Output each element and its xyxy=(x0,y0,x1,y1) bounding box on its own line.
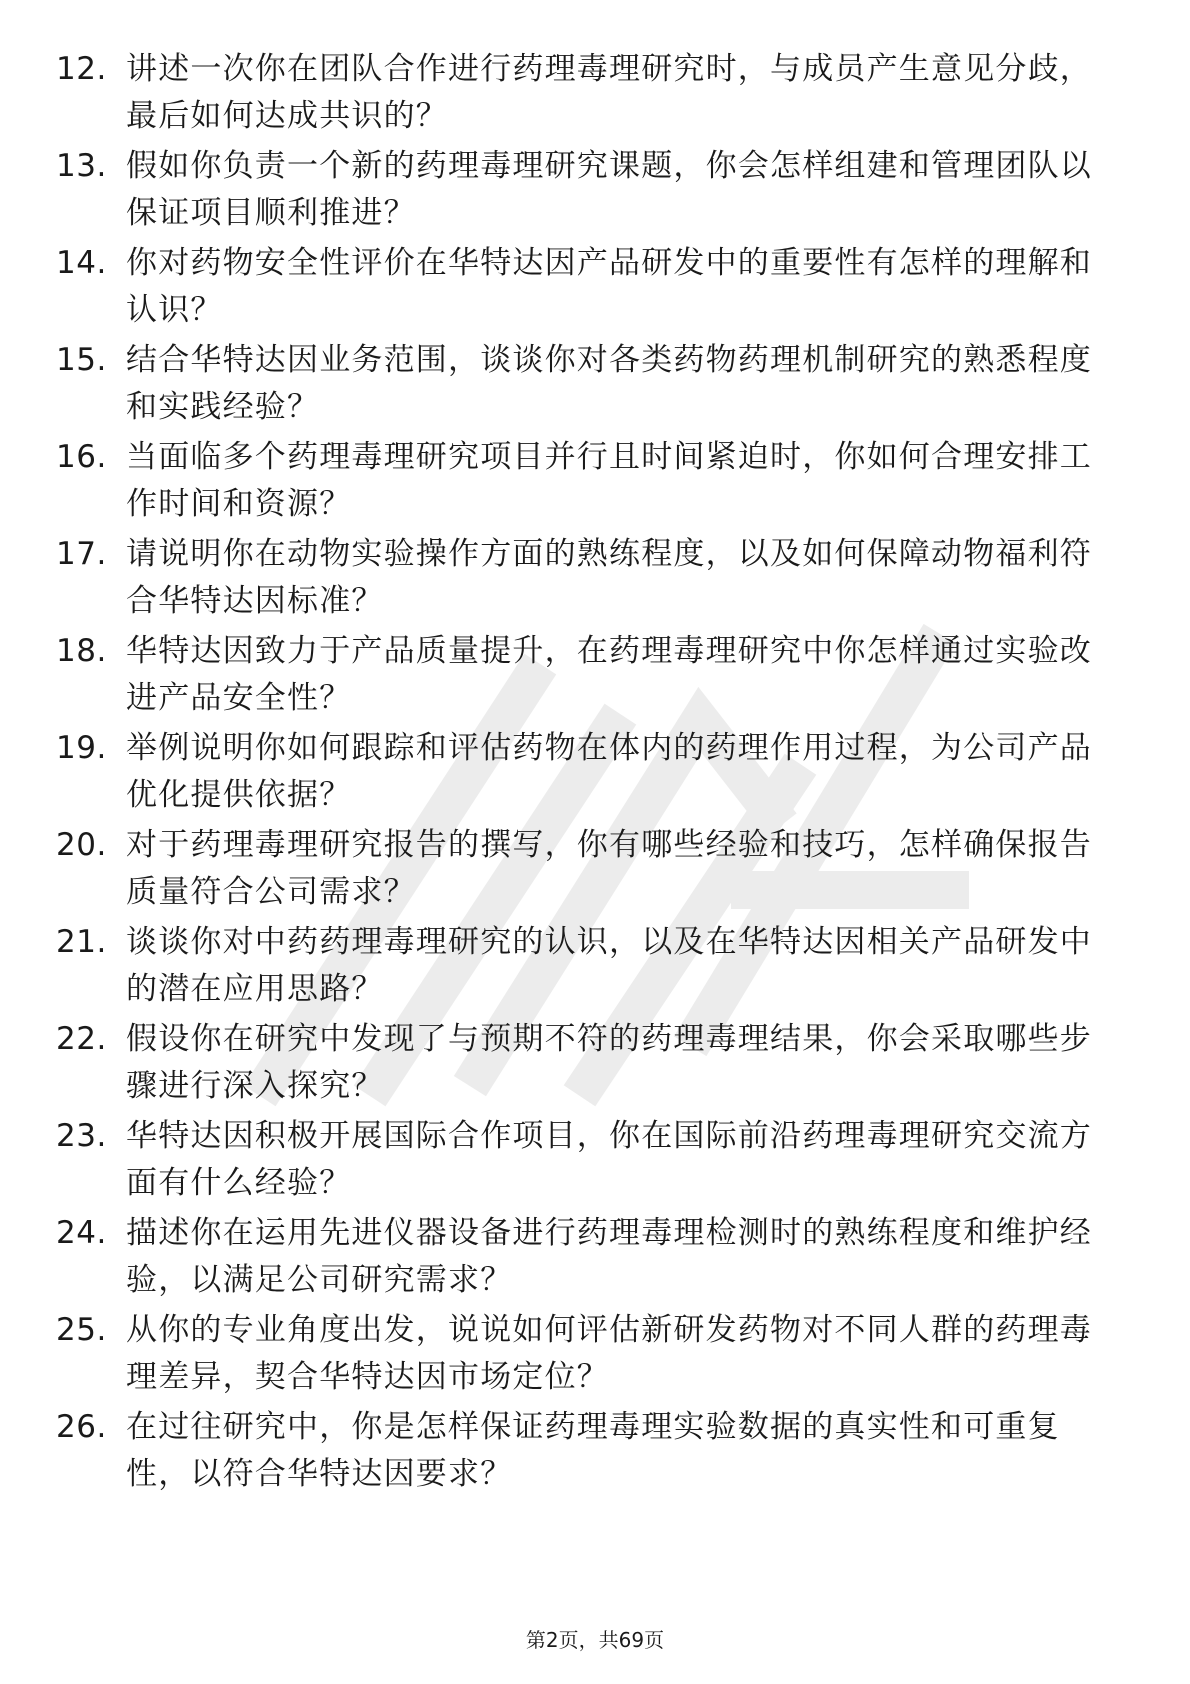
question-number: 20. xyxy=(56,827,107,863)
question-text: 谈谈你对中药药理毒理研究的认识，以及在华特达因相关产品研发中的潜在应用思路？ xyxy=(126,924,1092,1007)
question-text: 举例说明你如何跟踪和评估药物在体内的药理作用过程，为公司产品优化提供依据？ xyxy=(126,730,1092,813)
question-item-17 xyxy=(0,531,1190,628)
question-text: 华特达因积极开展国际合作项目，你在国际前沿药理毒理研究交流方面有什么经验？ xyxy=(126,1118,1092,1201)
question-text: 当面临多个药理毒理研究项目并行且时间紧迫时，你如何合理安排工作时间和资源？ xyxy=(126,439,1092,522)
question-number: 14. xyxy=(56,245,107,281)
question-number: 17. xyxy=(56,536,107,572)
question-text: 结合华特达因业务范围，谈谈你对各类药物药理机制研究的熟悉程度和实践经验？ xyxy=(126,342,1092,425)
question-number: 25. xyxy=(56,1312,107,1348)
question-item-24 xyxy=(0,1210,1190,1307)
question-number: 12. xyxy=(56,51,107,87)
question-number: 23. xyxy=(56,1118,107,1154)
question-text: 请说明你在动物实验操作方面的熟练程度，以及如何保障动物福利符合华特达因标准？ xyxy=(126,536,1092,619)
question-item-20 xyxy=(0,822,1190,919)
question-text: 在过往研究中，你是怎样保证药理毒理实验数据的真实性和可重复性，以符合华特达因要求？ xyxy=(126,1409,1060,1492)
question-item-18 xyxy=(0,628,1190,725)
question-text: 描述你在运用先进仪器设备进行药理毒理检测时的熟练程度和维护经验，以满足公司研究需求？ xyxy=(126,1215,1092,1298)
question-number: 15. xyxy=(56,342,107,378)
question-item-14 xyxy=(0,240,1190,337)
question-text: 从你的专业角度出发，说说如何评估新研发药物对不同人群的药理毒理差异，契合华特达因市场定位？ xyxy=(126,1312,1092,1395)
question-text: 假设你在研究中发现了与预期不符的药理毒理结果，你会采取哪些步骤进行深入探究？ xyxy=(126,1021,1092,1104)
question-item-12 xyxy=(0,46,1190,143)
question-text: 假如你负责一个新的药理毒理研究课题，你会怎样组建和管理团队以保证项目顺利推进？ xyxy=(126,148,1092,231)
question-item-16 xyxy=(0,434,1190,531)
question-list xyxy=(0,46,1190,1501)
question-number: 19. xyxy=(56,730,107,766)
question-item-15 xyxy=(0,337,1190,434)
question-number: 18. xyxy=(56,633,107,669)
question-item-26 xyxy=(0,1404,1190,1501)
question-number: 21. xyxy=(56,924,107,960)
question-item-25 xyxy=(0,1307,1190,1404)
question-text: 你对药物安全性评价在华特达因产品研发中的重要性有怎样的理解和认识？ xyxy=(126,245,1092,328)
question-item-22 xyxy=(0,1016,1190,1113)
question-number: 16. xyxy=(56,439,107,475)
question-item-21 xyxy=(0,919,1190,1016)
question-text: 对于药理毒理研究报告的撰写，你有哪些经验和技巧，怎样确保报告质量符合公司需求？ xyxy=(126,827,1092,910)
question-item-23 xyxy=(0,1113,1190,1210)
question-item-13 xyxy=(0,143,1190,240)
question-number: 22. xyxy=(56,1021,107,1057)
question-number: 24. xyxy=(56,1215,107,1251)
question-text: 华特达因致力于产品质量提升，在药理毒理研究中你怎样通过实验改进产品安全性？ xyxy=(126,633,1092,716)
question-number: 13. xyxy=(56,148,107,184)
page-number-footer: 第2页，共69页 xyxy=(525,1628,665,1652)
question-number: 26. xyxy=(56,1409,107,1445)
question-item-19 xyxy=(0,725,1190,822)
question-text: 讲述一次你在团队合作进行药理毒理研究时，与成员产生意见分歧，最后如何达成共识的？ xyxy=(126,51,1092,134)
